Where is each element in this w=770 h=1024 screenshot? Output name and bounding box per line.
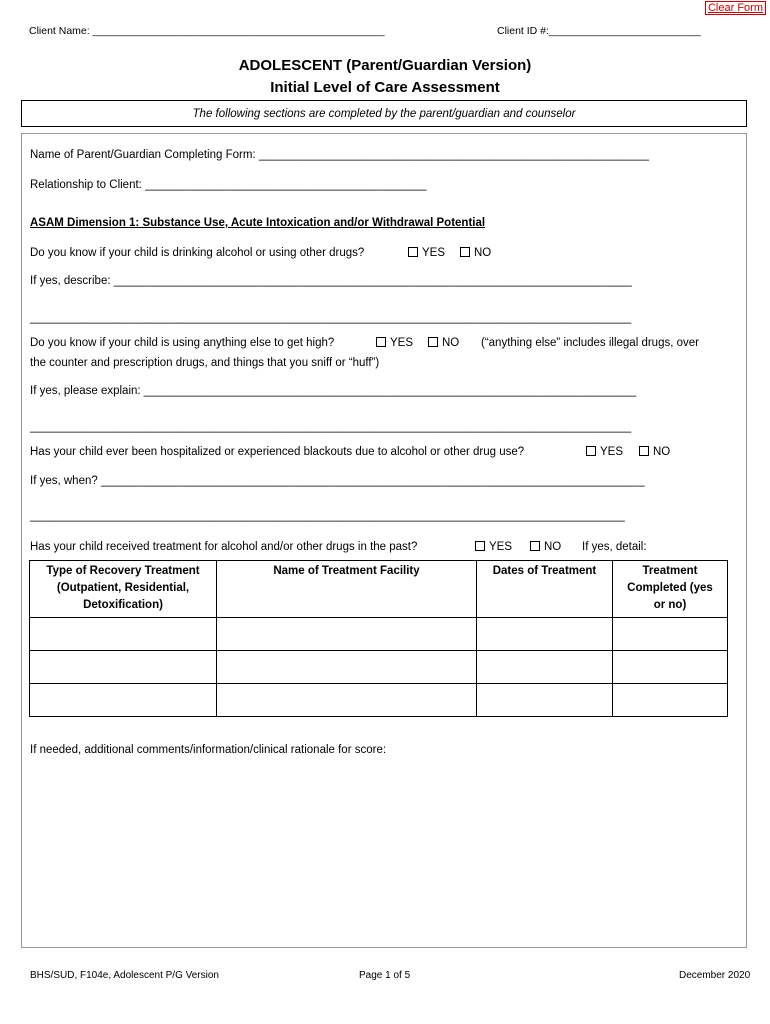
q3-yes-label: YES bbox=[600, 446, 624, 458]
table-row bbox=[30, 651, 728, 684]
client-id-field[interactable]: Client ID #:__________________________ bbox=[497, 25, 701, 37]
q2-yes-label: YES bbox=[390, 337, 414, 349]
table-row bbox=[30, 618, 728, 651]
q1-text: Do you know if your child is drinking alcohol or using other drugs? bbox=[30, 247, 365, 259]
form-title: ADOLESCENT (Parent/Guardian Version) bbox=[238, 57, 532, 74]
q4-yes-option[interactable] bbox=[475, 541, 512, 553]
q2-explain-field[interactable]: If yes, please explain: _____________________________________________________________________________ bbox=[30, 385, 637, 397]
q3-yes-checkbox[interactable] bbox=[586, 446, 596, 456]
header-treatment-dates: Dates of Treatment bbox=[477, 561, 613, 618]
q1-describe-line[interactable]: ______________________________________________________________________________________________ bbox=[30, 312, 632, 324]
table-cell[interactable] bbox=[613, 618, 728, 651]
header-treatment-type: Type of Recovery Treatment (Outpatient, Residential, Detoxification) bbox=[30, 561, 217, 618]
header-treatment-completed: Treatment Completed (yes or no) bbox=[613, 561, 728, 618]
q3-no-checkbox[interactable] bbox=[639, 446, 649, 456]
q2-explain-line[interactable]: ______________________________________________________________________________________________ bbox=[30, 421, 632, 433]
table-cell[interactable] bbox=[477, 651, 613, 684]
relationship-field[interactable]: Relationship to Client: ____________________________________________ bbox=[30, 179, 427, 191]
q1-yes-option[interactable] bbox=[408, 247, 445, 259]
table-cell[interactable] bbox=[613, 684, 728, 717]
q1-no-checkbox[interactable] bbox=[460, 247, 470, 257]
table-cell[interactable] bbox=[217, 618, 477, 651]
table-cell[interactable] bbox=[30, 618, 217, 651]
q3-yes-option[interactable] bbox=[586, 446, 623, 458]
comments-area[interactable] bbox=[30, 762, 740, 932]
table-cell[interactable] bbox=[477, 684, 613, 717]
q2-yes-option[interactable] bbox=[376, 337, 413, 349]
q4-detail-label: If yes, detail: bbox=[582, 541, 647, 553]
q4-yes-label: YES bbox=[489, 541, 513, 553]
header-facility-name: Name of Treatment Facility bbox=[217, 561, 477, 618]
q3-text: Has your child ever been hospitalized or experienced blackouts due to alcohol or other drug use? bbox=[30, 446, 525, 458]
dimension1-heading: ASAM Dimension 1: Substance Use, Acute Intoxication and/or Withdrawal Potential bbox=[30, 217, 486, 229]
q3-no-label: NO bbox=[653, 446, 671, 458]
table-row bbox=[30, 684, 728, 717]
footer-page-number: Page 1 of 5 bbox=[359, 970, 411, 981]
q2-yes-checkbox[interactable] bbox=[376, 337, 386, 347]
q2-no-option[interactable] bbox=[428, 337, 459, 349]
q3-no-option[interactable] bbox=[639, 446, 670, 458]
q1-yes-checkbox[interactable] bbox=[408, 247, 418, 257]
footer-date: December 2020 bbox=[679, 970, 751, 981]
q4-text: Has your child received treatment for alcohol and/or other drugs in the past? bbox=[30, 541, 418, 553]
table-cell[interactable] bbox=[30, 651, 217, 684]
q4-no-label: NO bbox=[544, 541, 562, 553]
q2-note-continued: the counter and prescription drugs, and things that you sniff or “huff”) bbox=[30, 357, 380, 369]
instructions-banner: The following sections are completed by the parent/guardian and counselor bbox=[21, 100, 747, 127]
table-header-row bbox=[30, 561, 728, 618]
q2-note: (“anything else” includes illegal drugs, over bbox=[481, 337, 699, 349]
q4-yes-checkbox[interactable] bbox=[475, 541, 485, 551]
comments-label: If needed, additional comments/information/clinical rationale for score: bbox=[30, 744, 387, 756]
guardian-name-field[interactable]: Name of Parent/Guardian Completing Form: _____________________________________________________________ bbox=[30, 149, 649, 161]
table-cell[interactable] bbox=[477, 618, 613, 651]
table-cell[interactable] bbox=[613, 651, 728, 684]
q1-yes-label: YES bbox=[422, 247, 446, 259]
q3-when-line[interactable]: _____________________________________________________________________________________________ bbox=[30, 510, 625, 522]
form-subtitle-title: Initial Level of Care Assessment bbox=[270, 79, 500, 96]
q1-no-label: NO bbox=[474, 247, 492, 259]
q2-no-checkbox[interactable] bbox=[428, 337, 438, 347]
table-cell[interactable] bbox=[217, 651, 477, 684]
table-cell[interactable] bbox=[217, 684, 477, 717]
footer-form-id: BHS/SUD, F104e, Adolescent P/G Version bbox=[30, 970, 219, 981]
client-name-field[interactable]: Client Name: __________________________________________________ bbox=[29, 25, 385, 37]
q2-no-label: NO bbox=[442, 337, 460, 349]
q4-no-option[interactable] bbox=[530, 541, 561, 553]
treatment-history-table bbox=[29, 560, 728, 717]
q4-no-checkbox[interactable] bbox=[530, 541, 540, 551]
clear-form-button[interactable]: Clear Form bbox=[705, 1, 766, 15]
table-cell[interactable] bbox=[30, 684, 217, 717]
q1-no-option[interactable] bbox=[460, 247, 491, 259]
q3-when-field[interactable]: If yes, when? _____________________________________________________________________________________ bbox=[30, 475, 645, 487]
q2-text: Do you know if your child is using anything else to get high? bbox=[30, 337, 335, 349]
q1-describe-field[interactable]: If yes, describe: _________________________________________________________________________________ bbox=[30, 275, 632, 287]
